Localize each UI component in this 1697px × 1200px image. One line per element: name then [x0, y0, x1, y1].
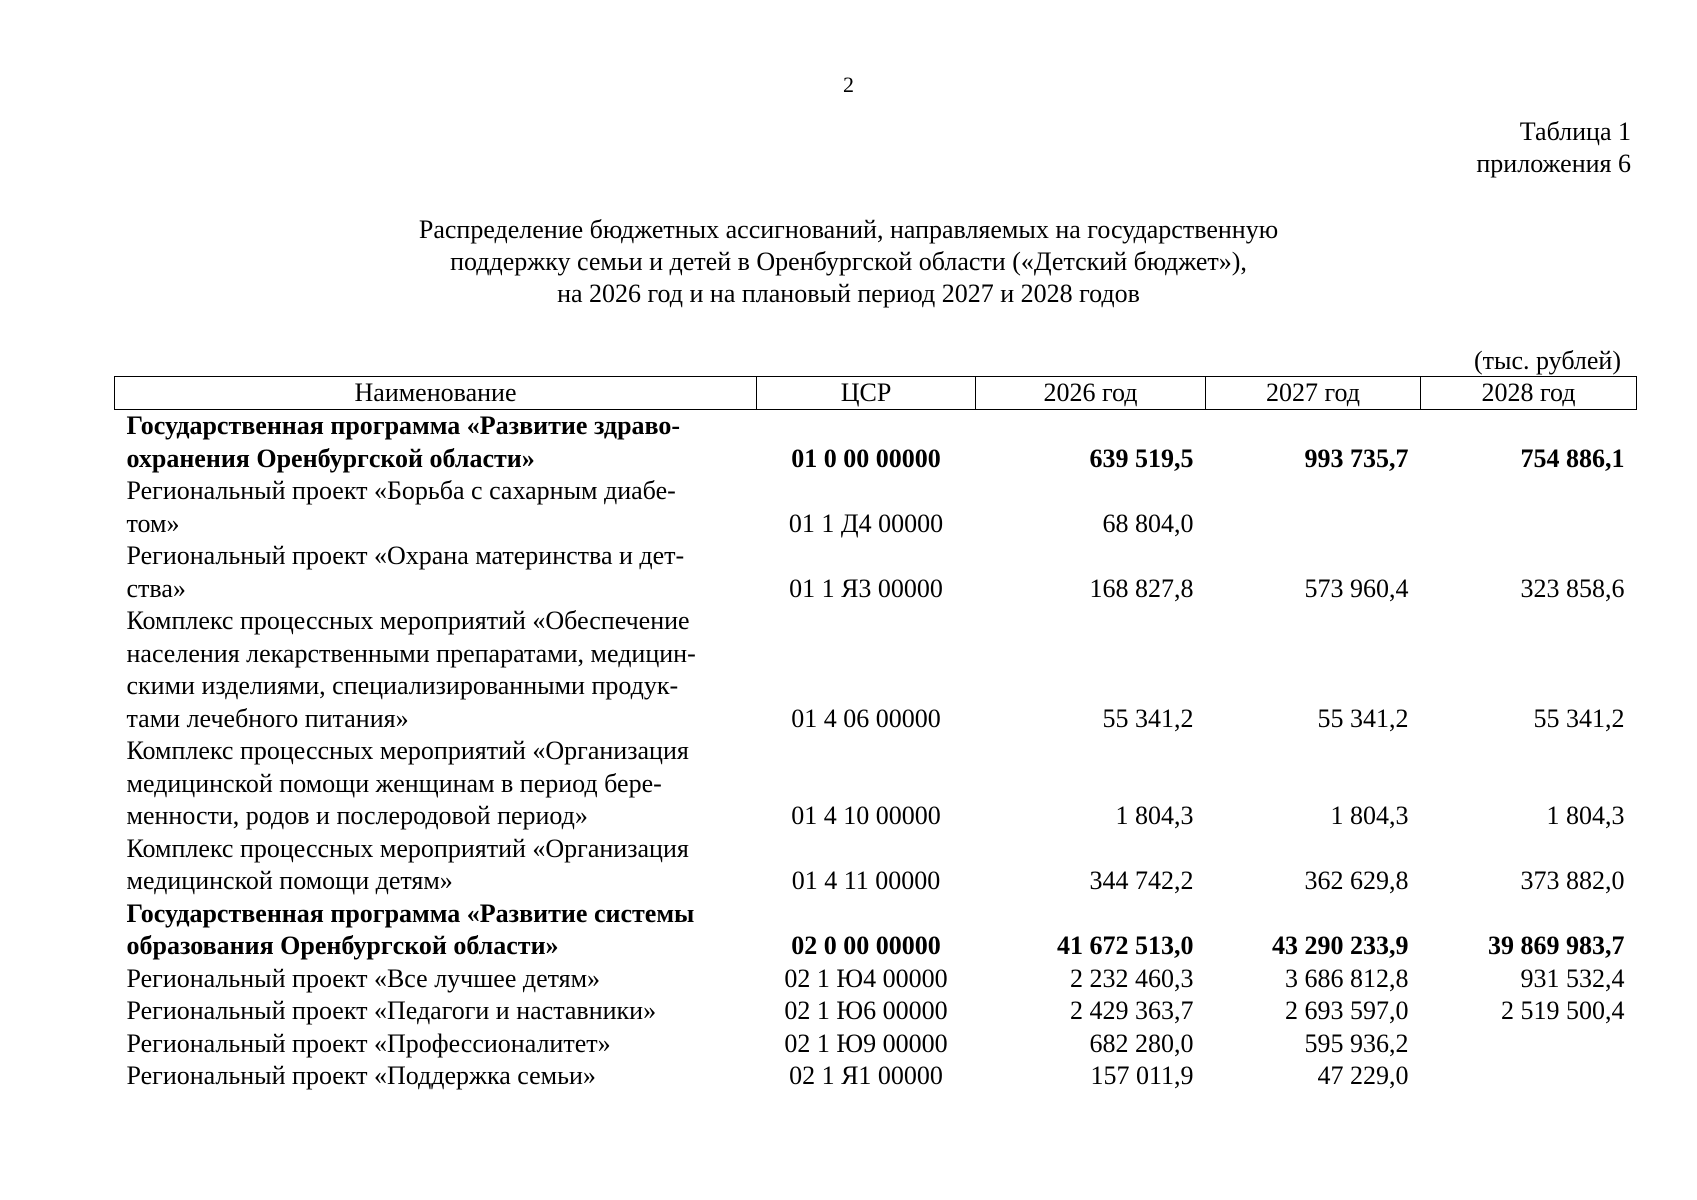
- row-value-2027: 573 960,4: [1304, 573, 1409, 603]
- row-csr: 02 1 Ю9 00000: [784, 1028, 948, 1058]
- row-name-line: образования Оренбургской области»: [126, 931, 559, 960]
- row-name-line: Комплекс процессных мероприятий «Организация: [126, 736, 689, 765]
- table-row: [115, 410, 1637, 476]
- row-csr: 02 1 Ю6 00000: [784, 996, 948, 1025]
- row-name: [115, 1060, 757, 1093]
- row-value-2026: 344 742,2: [1089, 866, 1194, 895]
- row-name: [115, 1028, 757, 1061]
- row-name-line: Комплекс процессных мероприятий «Обеспечение: [126, 606, 690, 635]
- row-value-2028: 754 886,1: [1520, 443, 1625, 473]
- row-value-2028: [1421, 1028, 1637, 1061]
- row-csr: 02 1 Ю4 00000: [784, 963, 948, 993]
- header-2028: 2028 год: [1421, 377, 1637, 410]
- row-csr: 01 4 11 00000: [791, 866, 941, 895]
- row-value-2027: 1 804,3: [1330, 801, 1409, 830]
- row-name: [115, 833, 757, 898]
- row-name-line: Региональный проект «Педагоги и наставники»: [126, 996, 657, 1025]
- row-value-2026: 2 429 363,7: [1070, 996, 1194, 1025]
- row-value-2027: 993 735,7: [1304, 443, 1409, 473]
- row-value-2028: 1 804,3: [1546, 801, 1625, 830]
- row-value-2027: [1206, 475, 1421, 540]
- row-value-2027: 3 686 812,8: [1285, 963, 1409, 993]
- budget-table: [114, 376, 1637, 1093]
- row-value-2028: 373 882,0: [1520, 866, 1625, 895]
- row-value-2028: 55 341,2: [1533, 703, 1625, 733]
- table-caption: [1476, 116, 1631, 180]
- row-name-line: охранения Оренбургской области»: [126, 443, 535, 473]
- row-name-line: Региональный проект «Борьба с сахарным диабе-: [126, 476, 676, 505]
- row-csr: 02 0 00 00000: [791, 931, 941, 960]
- row-name-line: тами лечебного питания»: [126, 703, 409, 733]
- row-value-2026: 639 519,5: [1089, 443, 1194, 473]
- row-value-2028: [1421, 1060, 1637, 1093]
- row-value-2027: 47 229,0: [1317, 1061, 1409, 1090]
- row-value-2028: [1421, 475, 1637, 540]
- row-name: [115, 475, 757, 540]
- row-csr: 01 1 Я3 00000: [789, 573, 943, 603]
- row-name: [115, 995, 757, 1028]
- page-number: 2: [843, 72, 854, 97]
- document-title: [0, 214, 1697, 310]
- row-value-2028: 2 519 500,4: [1501, 996, 1625, 1025]
- row-name-line: ства»: [126, 573, 186, 603]
- row-name: [115, 540, 757, 605]
- table-row: [115, 1060, 1637, 1093]
- row-value-2027: 2 693 597,0: [1285, 996, 1409, 1025]
- header-2027: 2027 год: [1206, 377, 1421, 410]
- row-name-line: медицинской помощи женщинам в период бере-: [126, 768, 662, 798]
- row-value-2027: 55 341,2: [1317, 703, 1409, 733]
- row-value-2027: 595 936,2: [1304, 1028, 1409, 1058]
- row-name: [115, 898, 757, 963]
- row-name-line: Государственная программа «Развитие здраво-: [126, 411, 681, 440]
- row-value-2026: 55 341,2: [1102, 703, 1194, 733]
- row-name-line: Региональный проект «Поддержка семьи»: [126, 1061, 596, 1090]
- row-value-2028: 323 858,6: [1520, 573, 1625, 603]
- table-row: [115, 1028, 1637, 1061]
- document-title-line: Распределение бюджетных ассигнований, направляемых на государственную: [418, 215, 1279, 244]
- row-name: [115, 605, 757, 735]
- row-value-2027: 43 290 233,9: [1272, 931, 1409, 960]
- row-name-line: Государственная программа «Развитие системы: [126, 898, 695, 928]
- header-csr: ЦСР: [757, 377, 976, 410]
- row-value-2028: 931 532,4: [1520, 963, 1625, 993]
- table-row: [115, 963, 1637, 996]
- table-caption-line: Таблица 1: [1519, 117, 1631, 146]
- row-name: [115, 963, 757, 996]
- row-value-2028: 39 869 983,7: [1488, 931, 1625, 960]
- table-row: [115, 833, 1637, 898]
- row-name-line: скими изделиями, специализированными продук-: [126, 671, 679, 700]
- header-row: [115, 377, 1637, 410]
- table-row: [115, 995, 1637, 1028]
- row-name-line: менности, родов и послеродовой период»: [126, 801, 588, 830]
- row-value-2026: 168 827,8: [1089, 573, 1194, 603]
- table-body: [115, 410, 1637, 1093]
- table-row: [115, 540, 1637, 605]
- table-row: [115, 475, 1637, 540]
- row-value-2026: 157 011,9: [1090, 1061, 1194, 1090]
- row-value-2026: 682 280,0: [1089, 1028, 1194, 1058]
- row-name-line: населения лекарственными препаратами, медицин-: [126, 638, 696, 668]
- row-value-2027: 362 629,8: [1304, 866, 1409, 895]
- table-row: [115, 898, 1637, 963]
- header-name: Наименование: [115, 377, 757, 410]
- row-value-2026: 2 232 460,3: [1070, 963, 1194, 993]
- row-csr: 02 1 Я1 00000: [789, 1061, 943, 1090]
- table-row: [115, 605, 1637, 735]
- header-2026: 2026 год: [976, 377, 1206, 410]
- row-name: [115, 735, 757, 833]
- row-name: [115, 410, 757, 476]
- row-csr: 01 4 06 00000: [791, 703, 941, 733]
- units-label: (тыс. рублей): [1473, 346, 1621, 375]
- table-header: [115, 377, 1637, 410]
- row-name-line: Комплекс процессных мероприятий «Организация: [126, 833, 689, 863]
- row-csr: 01 4 10 00000: [791, 801, 941, 830]
- row-name-line: Региональный проект «Охрана материнства и дет-: [126, 541, 685, 570]
- table-row: [115, 735, 1637, 833]
- row-name-line: Региональный проект «Профессионалитет»: [126, 1028, 611, 1058]
- document-title-line: поддержку семьи и детей в Оренбургской области («Детский бюджет»),: [450, 247, 1247, 276]
- row-name-line: медицинской помощи детям»: [126, 866, 453, 895]
- row-name-line: том»: [126, 508, 180, 538]
- table-caption-line: приложения 6: [1476, 149, 1631, 178]
- row-value-2026: 1 804,3: [1115, 801, 1194, 830]
- document-title-line: на 2026 год и на плановый период 2027 и 2028 годов: [557, 279, 1140, 308]
- row-name-line: Региональный проект «Все лучшее детям»: [126, 963, 601, 993]
- row-value-2026: 68 804,0: [1102, 508, 1194, 538]
- row-csr: 01 0 00 00000: [791, 443, 941, 473]
- row-value-2026: 41 672 513,0: [1057, 931, 1194, 960]
- row-csr: 01 1 Д4 00000: [788, 508, 944, 538]
